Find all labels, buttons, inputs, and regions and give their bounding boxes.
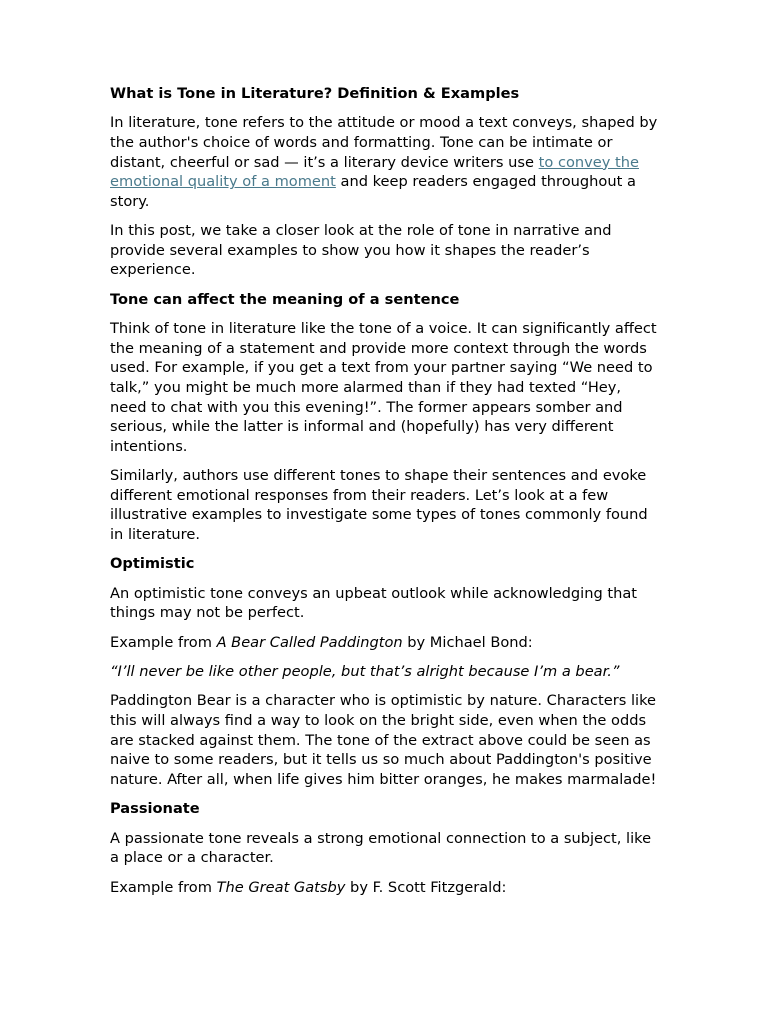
passionate-example-source bbox=[110, 878, 658, 898]
intro-text-before-link: In literature, tone refers to the attitude or mood a text conveys, shaped by the author's choice of words and formatting. Tone can be intimate or distant, cheerful or sad — it’s a literary device writers use bbox=[110, 114, 658, 171]
section-heading-optimistic: Optimistic bbox=[110, 555, 195, 573]
optimistic-example-suffix: by Michael Bond: bbox=[402, 633, 533, 651]
article-body bbox=[110, 84, 658, 897]
intro-text-after-link: and keep readers engaged throughout a story. bbox=[110, 173, 636, 210]
article-title: What is Tone in Literature? Definition & Examples bbox=[110, 85, 520, 102]
voice-analogy-paragraph: Think of tone in literature like the tone of a voice. It can significantly affect the meaning of a statement and provide more context through the words used. For example, if you get a text from your partner saying “We need to talk,” you might be much more alarmed than if they had texted “Hey, need to chat with you this evening!”. The former appears somber and serious, while the latter is informal and (hopefully) has very different intentions. bbox=[110, 320, 657, 455]
intro-paragraph bbox=[110, 113, 658, 211]
section-heading-passionate: Passionate bbox=[110, 800, 200, 818]
passionate-book-title: The Great Gatsby bbox=[216, 878, 346, 896]
emotional-quality-link[interactable]: to convey the emotional quality of a moment bbox=[110, 153, 639, 191]
optimistic-book-title: A Bear Called Paddington bbox=[216, 633, 403, 651]
passionate-example-prefix: Example from bbox=[110, 878, 217, 896]
optimistic-example-prefix: Example from bbox=[110, 633, 217, 651]
optimistic-example-source bbox=[110, 633, 658, 653]
section-heading-meaning: Tone can affect the meaning of a sentence bbox=[110, 290, 460, 308]
passionate-description: A passionate tone reveals a strong emotional connection to a subject, like a place or a character. bbox=[110, 829, 652, 867]
tone-examples-intro-paragraph: Similarly, authors use different tones to shape their sentences and evoke different emotional responses from their readers. Let’s look at a few illustrative examples to investigate some types of tones commonly found in literature. bbox=[110, 467, 648, 543]
optimistic-analysis: Paddington Bear is a character who is optimistic by nature. Characters like this will always find a way to look on the bright side, even when the odds are stacked against them. The tone of the extract above could be seen as naive to some readers, but it tells us so much about Paddington's positive nature. After all, when life gives him bitter oranges, he makes marmalade! bbox=[110, 692, 657, 788]
passionate-example-suffix: by F. Scott Fitzgerald: bbox=[345, 878, 507, 896]
optimistic-quote-text: “I’ll never be like other people, but that’s alright because I’m a bear.” bbox=[110, 663, 620, 681]
optimistic-description: An optimistic tone conveys an upbeat outlook while acknowledging that things may not be perfect. bbox=[110, 584, 638, 622]
overview-paragraph: In this post, we take a closer look at the role of tone in narrative and provide several examples to show you how it shapes the reader’s experience. bbox=[110, 222, 612, 279]
optimistic-quote bbox=[110, 662, 658, 682]
